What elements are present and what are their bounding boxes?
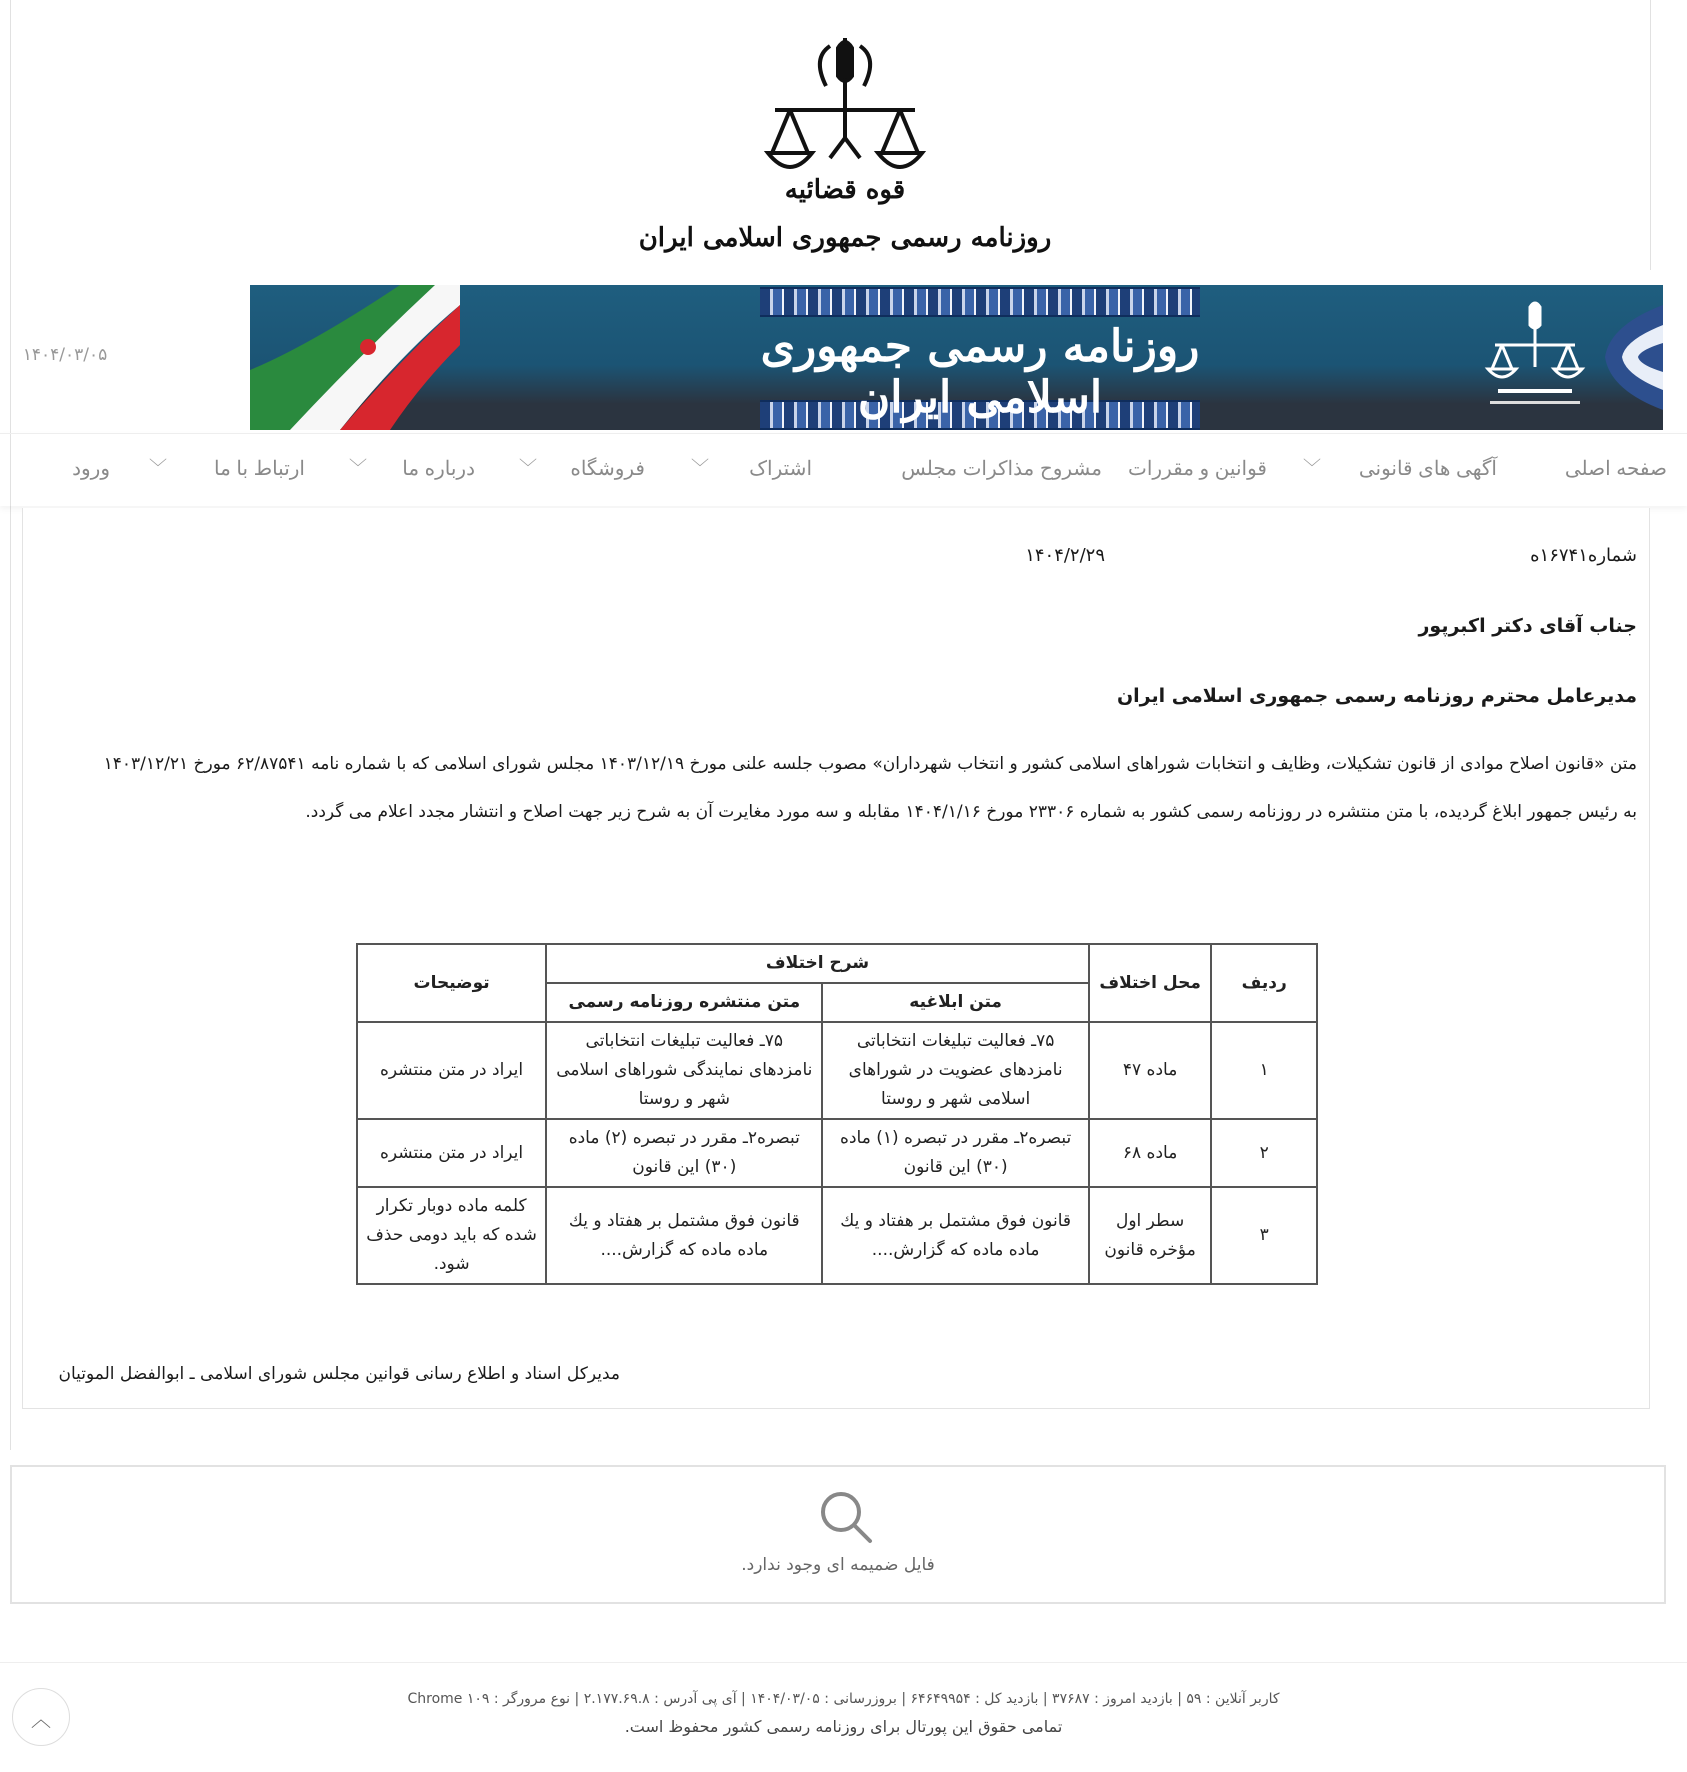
cell-notified-text: تبصره۲ـ مقرر در تبصره (۱) ماده (۳۰) این قانون [822,1119,1088,1187]
cell-location: ماده ۶۸ [1089,1119,1212,1187]
footer-statistics: کاربر آنلاین : ۵۹ | بازدید امروز : ۳۷۶۸۷ | بازدید کل : ۶۴۶۴۹۹۵۴ | بروزرسانی : ۱۴۰۴/۰۳/۰۵ | آی پی آدرس : ۲.۱۷۷.۶۹.۸ | نوع مرورگر : Chrome ۱۰۹ [407,1691,1280,1707]
cell-notified-text: قانون فوق مشتمل بر هفتاد و یك ماده ماده که گزارش.... [822,1187,1088,1284]
search-icon [818,1489,874,1545]
cell-published-text: تبصره۲ـ مقرر در تبصره (۲) ماده (۳۰) این قانون [546,1119,822,1187]
letter-date: ۱۴۰۴/۲/۲۹ [1025,545,1105,566]
page-edge-right [1650,0,1651,270]
no-attachment-message: فایل ضمیمه ای وجود ندارد. [741,1555,935,1575]
chevron-down-icon[interactable]: ﹀ [349,458,367,479]
nav-item-login[interactable]: ورود [72,458,110,480]
header-published-text: متن منتشره روزنامه رسمی [546,983,822,1022]
letter-number: شماره۱۶۷۴۱ه [1530,545,1637,566]
chevron-down-icon[interactable]: ﹀ [519,458,537,479]
nav-item-subscription[interactable]: اشتراک [749,458,812,480]
chevron-down-icon[interactable]: ﹀ [149,458,167,479]
cell-row-number: ۳ [1211,1187,1317,1284]
table-row [357,1187,1317,1284]
nav-item-shop[interactable]: فروشگاه [570,458,645,480]
chevron-down-icon[interactable]: ﹀ [1303,458,1321,479]
cell-notes: ایراد در متن منتشره [357,1119,546,1187]
scroll-to-top-button[interactable] [12,1688,70,1746]
discrepancy-table [356,943,1318,1285]
chevron-up-icon: ︿ [31,1706,51,1731]
banner-emblem-icon [1480,297,1590,417]
header-notes: توضیحات [357,944,546,1022]
banner-ornament-corner-icon [1600,305,1663,410]
header-location: محل اختلاف [1089,944,1212,1022]
cell-row-number: ۲ [1211,1119,1317,1187]
chevron-down-icon[interactable]: ﹀ [691,458,709,479]
table-row [357,1022,1317,1119]
cell-notes: کلمه ماده دوبار تکرار شده که باید دومی حذف شود. [357,1187,546,1284]
iran-flag-icon [250,285,460,430]
main-navigation [0,433,1687,506]
cell-location: سطر اول مؤخره قانون [1089,1187,1212,1284]
cell-published-text: ۷۵ـ فعالیت تبلیغات انتخاباتی نامزدهای نمایندگی شوراهای اسلامی شهر و روستا [546,1022,822,1119]
letter-recipient-title: مدیرعامل محترم روزنامه رسمی جمهوری اسلامی ایران [1116,685,1637,707]
banner-title: روزنامه رسمی جمهوری اسلامی ایران [760,321,1200,423]
nav-item-laws-regulations[interactable]: قوانین و مقررات [1128,458,1267,480]
scales-of-justice-icon [638,18,1052,268]
nav-item-contact-us[interactable]: ارتباط با ما [214,458,305,480]
site-banner[interactable] [250,285,1663,430]
cell-row-number: ۱ [1211,1022,1317,1119]
header-row-number: ردیف [1211,944,1317,1022]
letter-salutation: جناب آقای دکتر اکبرپور [1418,615,1637,637]
header-notified-text: متن ابلاغیه [822,983,1088,1022]
footer-copyright: تمامی حقوق این پورتال برای روزنامه رسمی کشور محفوظ است. [624,1717,1063,1736]
cell-published-text: قانون فوق مشتمل بر هفتاد و یك ماده ماده که گزارش.... [546,1187,822,1284]
table-row [357,1119,1317,1187]
nav-item-parliament-debates[interactable]: مشروح مذاکرات مجلس [901,458,1102,480]
nav-item-legal-ads[interactable]: آگهی های قانونی [1358,458,1497,480]
emblem-caption-judiciary: قوه قضائیه [784,175,906,205]
letter-body-line-2: به رئیس جمهور ابلاغ گردیده، با متن منتشره در روزنامه رسمی کشور به شماره ۲۳۳۰۶ مورخ ۱۴۰۴/۱/۱۶ مقابله و سه مورد مغایرت آن به شرح زیر جهت اصلاح و انتشار مجدد اعلام می گردد. [305,802,1637,822]
letter-body-line-1: متن «قانون اصلاح موادی از قانون تشکیلات، وظایف و انتخابات شوراهای اسلامی کشور و انتخاب شهرداران» مصوب جلسه علنی مورخ ۱۴۰۳/۱۲/۱۹ مجلس شورای اسلامی که با شماره نامه ۶۲/۸۷۵۴۱ مورخ ۱۴۰۳/۱۲/۲۱ [103,754,1637,774]
page-footer [0,1662,1687,1772]
letter-signature: مدیرکل اسناد و اطلاع رسانی قوانین مجلس شورای اسلامی ـ ابوالفضل الموتیان [58,1364,620,1384]
cell-location: ماده ۴۷ [1089,1022,1212,1119]
page-edge-left [10,0,11,1450]
nav-item-about-us[interactable]: درباره ما [402,458,475,480]
judiciary-emblem-logo[interactable] [638,18,1052,268]
banner-ornament-top [760,287,1200,317]
current-date: ۱۴۰۴/۰۳/۰۵ [22,345,108,365]
emblem-caption-newspaper: روزنامه رسمی جمهوری اسلامی ایران [638,223,1052,253]
attachments-box [10,1465,1666,1604]
cell-notes: ایراد در متن منتشره [357,1022,546,1119]
cell-notified-text: ۷۵ـ فعالیت تبلیغات انتخاباتی نامزدهای عضویت در شوراهای اسلامی شهر و روستا [822,1022,1088,1119]
nav-item-home[interactable]: صفحه اصلی [1564,458,1667,480]
header-difference: شرح اختلاف [546,944,1089,983]
